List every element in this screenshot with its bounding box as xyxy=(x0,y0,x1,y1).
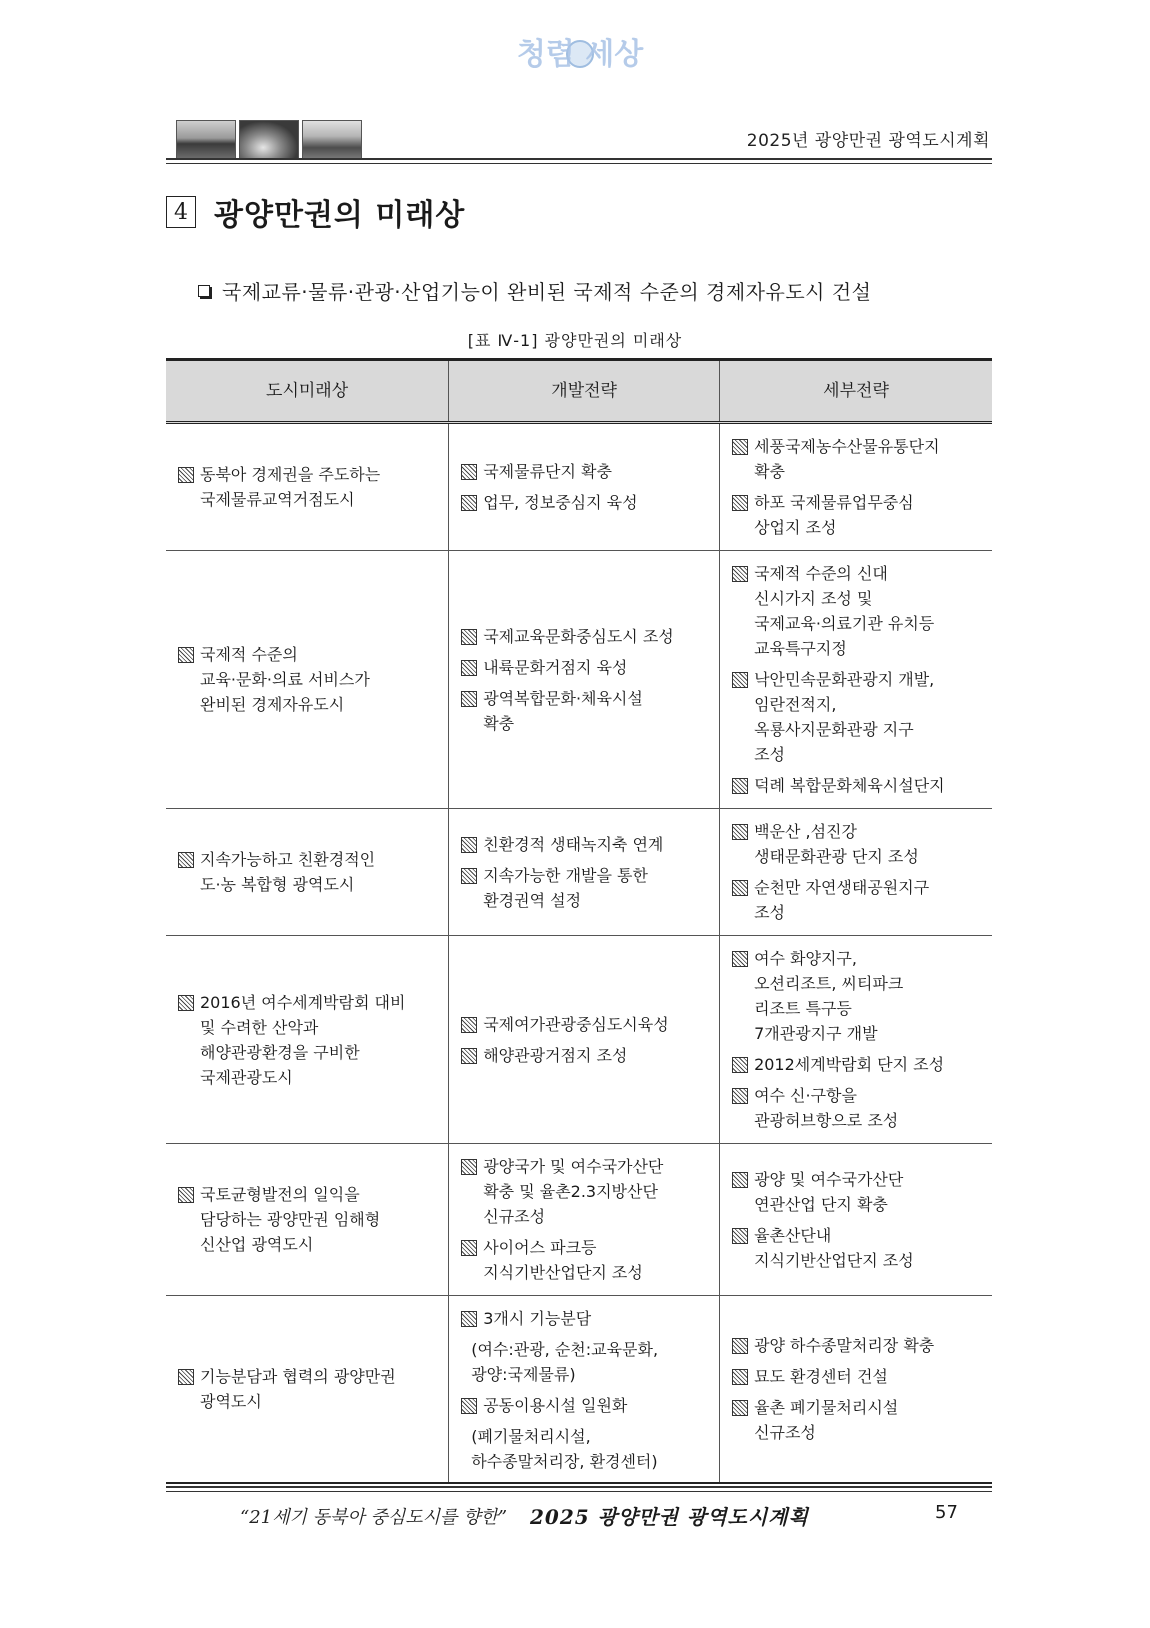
strategy-text: 내륙문화거점지 육성 xyxy=(483,657,628,677)
checkbox-icon xyxy=(732,1228,748,1244)
detail-text: 광양 하수종말처리장 확충 xyxy=(754,1336,935,1355)
strategy-note: (여수:관광, 순천:교육문화, 광양:국제물류) xyxy=(471,1340,659,1384)
checkbox-icon xyxy=(461,660,477,676)
checkbox-icon xyxy=(461,1159,477,1175)
strategy-cell xyxy=(449,809,720,936)
detail-text: 순천만 자연생태공원지구 조성 xyxy=(754,878,930,922)
goal-bullet xyxy=(198,276,871,305)
detail-text: 국제적 수준의 신대 신시가지 조성 및 국제교육·의료기관 유치등 교육특구지정 xyxy=(754,564,935,658)
section-heading xyxy=(166,190,465,234)
vision-cell xyxy=(166,423,449,551)
detail-text: 율촌산단내 지식기반산업단지 조성 xyxy=(754,1225,914,1270)
header-photo-river xyxy=(239,120,299,160)
header-photo-port xyxy=(302,120,362,160)
checkbox-icon xyxy=(732,439,748,455)
checkbox-icon xyxy=(461,495,477,511)
table-caption: [표 Ⅳ-1] 광양만권의 미래상 xyxy=(467,331,683,350)
detail-cell xyxy=(720,1296,992,1484)
strategy-cell xyxy=(449,1296,720,1484)
checkbox-icon xyxy=(732,495,748,511)
checkbox-icon xyxy=(732,1400,748,1416)
checkbox-icon xyxy=(178,852,194,868)
table-header-row xyxy=(166,360,992,423)
strategy-cell xyxy=(449,936,720,1144)
header-detail: 세부전략 xyxy=(720,360,992,423)
header-strategy: 개발전략 xyxy=(449,360,720,423)
detail-text: 여수 신·구항을 관광허브항으로 조성 xyxy=(754,1086,899,1130)
strategy-text: 업무, 정보중심지 육성 xyxy=(483,493,638,512)
checkbox-icon xyxy=(178,1187,194,1203)
vision-cell xyxy=(166,1296,449,1484)
vision-text: 국토균형발전의 일익을 담당하는 광양만권 임해형 신산업 광역도시 xyxy=(200,1185,381,1254)
strategy-cell xyxy=(449,423,720,551)
vision-text: 국제적 수준의 교육·문화·의료 서비스가 완비된 경제자유도시 xyxy=(200,645,370,714)
checkbox-icon xyxy=(461,691,477,707)
checkbox-icon xyxy=(461,1240,477,1256)
detail-text: 백운산 ,섬진강 생태문화관광 단지 조성 xyxy=(754,822,919,866)
checkbox-icon xyxy=(178,647,194,663)
detail-text: 묘도 환경센터 건설 xyxy=(754,1367,888,1386)
detail-text: 낙안민속문화관광지 개발, 임란전적지, 옥룡사지문화관광 지구 조성 xyxy=(754,670,935,764)
checkbox-icon xyxy=(732,1338,748,1354)
watermark-logo xyxy=(480,18,680,88)
detail-text: 세풍국제농수산물유통단지 확충 xyxy=(754,437,940,481)
header-photo-landscape xyxy=(176,120,236,160)
vision-cell xyxy=(166,809,449,936)
watermark-text: 청렴 세상 xyxy=(516,37,644,72)
checkbox-icon xyxy=(461,868,477,884)
checkbox-icon xyxy=(732,778,748,794)
detail-text: 하포 국제물류업무중심 상업지 조성 xyxy=(754,493,914,537)
strategy-text: 국제물류단지 확충 xyxy=(483,462,612,481)
checkbox-icon xyxy=(461,1311,477,1327)
footer-rule-thin xyxy=(166,1491,992,1492)
document-title: 2025년 광양만권 광역도시계획 xyxy=(746,131,990,151)
vision-text: 지속가능하고 친환경적인 도·농 복합형 광역도시 xyxy=(200,850,376,894)
checkbox-icon xyxy=(461,464,477,480)
checkbox-icon xyxy=(461,1048,477,1064)
section-title: 광양만권의 미래상 xyxy=(214,198,466,233)
vision-text: 2016년 여수세계박람회 대비 및 수려한 산악과 해양관광환경을 구비한 국제관광도시 xyxy=(200,992,406,1087)
table-row xyxy=(166,551,992,809)
square-bullet-icon xyxy=(198,285,210,297)
footer-title: 2025 광양만권 광역도시계획 xyxy=(530,1505,809,1529)
footer-rule xyxy=(166,1486,992,1488)
strategy-text: 친환경적 생태녹지축 연계 xyxy=(483,834,664,854)
table-row xyxy=(166,809,992,936)
section-number: 4 xyxy=(166,196,196,228)
detail-text: 율촌 폐기물처리시설 신규조성 xyxy=(754,1398,899,1442)
strategy-text: 3개시 기능분담 xyxy=(483,1309,592,1328)
header-photo-strip xyxy=(176,120,362,160)
table-row xyxy=(166,423,992,551)
future-vision-table xyxy=(166,358,992,1484)
detail-cell xyxy=(720,1144,992,1296)
goal-text: 국제교류·물류·관광·산업기능이 완비된 국제적 수준의 경제자유도시 건설 xyxy=(222,280,872,304)
checkbox-icon xyxy=(732,1057,748,1073)
vision-cell xyxy=(166,1144,449,1296)
header-rule xyxy=(166,158,992,160)
checkbox-icon xyxy=(732,1088,748,1104)
detail-cell xyxy=(720,551,992,809)
checkbox-icon xyxy=(732,824,748,840)
strategy-text: 국제여가관광중심도시육성 xyxy=(483,1014,669,1034)
strategy-cell xyxy=(449,1144,720,1296)
table-row xyxy=(166,1296,992,1484)
checkbox-icon xyxy=(732,1172,748,1188)
page-number: 57 xyxy=(935,1502,958,1523)
checkbox-icon xyxy=(732,672,748,688)
checkbox-icon xyxy=(732,566,748,582)
strategy-text: 광역복합문화·체육시설 확충 xyxy=(483,688,643,733)
footer-quote: “21세기 동북아 중심도시를 향한” xyxy=(240,1507,508,1528)
header-vision: 도시미래상 xyxy=(166,360,449,423)
vision-text: 동북아 경제권을 주도하는 국제물류교역거점도시 xyxy=(200,465,381,509)
strategy-text: 사이어스 파크등 지식기반산업단지 조성 xyxy=(483,1238,643,1282)
checkbox-icon xyxy=(178,995,194,1011)
strategy-note: (폐기물처리시설, 하수종말처리장, 환경센터) xyxy=(471,1427,658,1471)
checkbox-icon xyxy=(732,1369,748,1385)
checkbox-icon xyxy=(461,1398,477,1414)
vision-cell xyxy=(166,551,449,809)
detail-text: 덕례 복합문화체육시설단지 xyxy=(754,776,945,795)
table-row xyxy=(166,936,992,1144)
strategy-text: 광양국가 및 여수국가산단 확충 및 율촌2.3지방산단 신규조성 xyxy=(483,1157,664,1226)
detail-text: 여수 화양지구, 오션리조트, 씨티파크 리조트 특구등 7개관광지구 개발 xyxy=(754,949,904,1043)
strategy-text: 공동이용시설 일원화 xyxy=(483,1396,628,1415)
detail-cell xyxy=(720,423,992,551)
checkbox-icon xyxy=(732,880,748,896)
detail-cell xyxy=(720,809,992,936)
strategy-text: 지속가능한 개발을 통한 환경권역 설정 xyxy=(483,865,648,910)
detail-text: 2012세계박람회 단지 조성 xyxy=(754,1055,945,1074)
checkbox-icon xyxy=(461,1017,477,1033)
header-rule-thin xyxy=(166,163,992,164)
checkbox-icon xyxy=(178,467,194,483)
detail-text: 광양 및 여수국가산단 연관산업 단지 확충 xyxy=(754,1169,904,1214)
vision-cell xyxy=(166,936,449,1144)
detail-cell xyxy=(720,936,992,1144)
strategy-text: 해양관광거점지 조성 xyxy=(483,1045,628,1065)
checkbox-icon xyxy=(461,629,477,645)
checkbox-icon xyxy=(461,837,477,853)
strategy-cell xyxy=(449,551,720,809)
strategy-text: 국제교육문화중심도시 조성 xyxy=(483,626,674,646)
vision-text: 기능분담과 협력의 광양만권 광역도시 xyxy=(200,1367,396,1411)
checkbox-icon xyxy=(178,1369,194,1385)
table-row xyxy=(166,1144,992,1296)
checkbox-icon xyxy=(732,951,748,967)
